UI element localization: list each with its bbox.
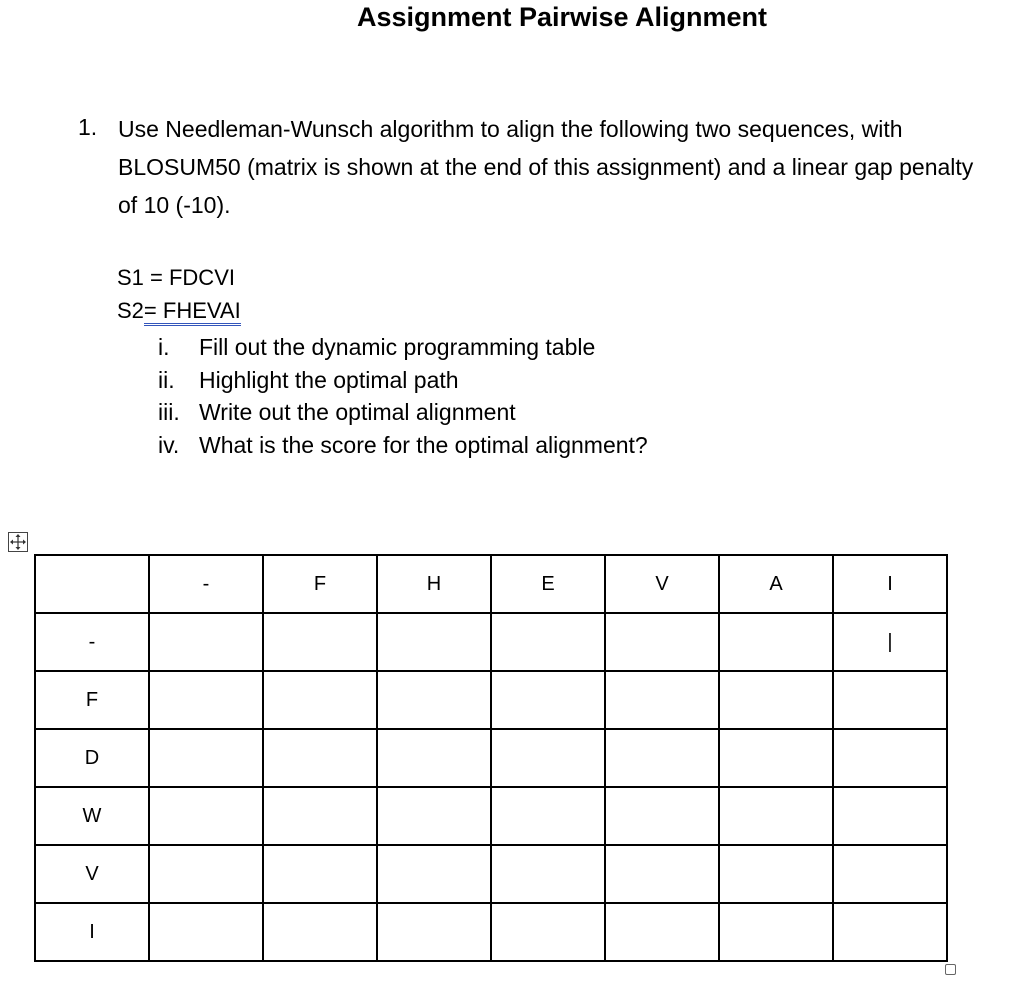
table-cell[interactable] (149, 787, 263, 845)
table-row (35, 671, 947, 729)
subitem-text: What is the score for the optimal alignment? (199, 431, 648, 458)
subitem-number: iii. (158, 399, 180, 425)
table-cell[interactable] (491, 903, 605, 961)
table-cell[interactable] (377, 845, 491, 903)
sequence-s2 (117, 298, 241, 324)
table-cell[interactable] (605, 671, 719, 729)
row-label-cell: D (35, 729, 149, 787)
subitem-text: Highlight the optimal path (199, 366, 459, 393)
table-cell[interactable] (491, 729, 605, 787)
table-cell[interactable] (833, 729, 947, 787)
table-cell[interactable] (491, 613, 605, 671)
s2-value: = FHEVAI (144, 298, 241, 326)
row-label-cell: W (35, 787, 149, 845)
subitem (158, 367, 648, 400)
question-number: 1. (78, 114, 98, 140)
subitem-text: Fill out the dynamic programming table (199, 334, 596, 360)
subitem-number: i. (158, 334, 170, 360)
table-cell[interactable] (263, 787, 377, 845)
table-cell[interactable] (605, 845, 719, 903)
table-cell[interactable] (377, 613, 491, 671)
header-cell: F (263, 555, 377, 613)
subitem-number: ii. (158, 366, 175, 393)
table-cell[interactable] (719, 729, 833, 787)
header-cell: E (491, 555, 605, 613)
subitem-number: iv. (158, 431, 180, 458)
table-cell[interactable] (263, 903, 377, 961)
subitem-list (158, 334, 648, 464)
subitem (158, 432, 648, 465)
table-cell[interactable] (149, 845, 263, 903)
header-cell: I (833, 555, 947, 613)
table-cell[interactable] (833, 903, 947, 961)
table-cell[interactable] (149, 903, 263, 961)
dp-table (34, 554, 948, 962)
table-cell[interactable] (377, 903, 491, 961)
s2-label: S2 (117, 298, 144, 323)
table-cell[interactable] (263, 671, 377, 729)
table-cell[interactable] (149, 671, 263, 729)
table-cell[interactable] (833, 787, 947, 845)
s1-label: S1 = (117, 265, 169, 290)
table-cell[interactable] (605, 903, 719, 961)
table-cell[interactable] (719, 787, 833, 845)
table-row (35, 729, 947, 787)
table-cell[interactable] (377, 729, 491, 787)
header-cell: - (149, 555, 263, 613)
row-label-cell: - (35, 613, 149, 671)
subitem-text: Write out the optimal alignment (199, 399, 516, 425)
table-cell[interactable] (263, 613, 377, 671)
table-cell[interactable] (491, 787, 605, 845)
table-cell[interactable] (377, 671, 491, 729)
question-text: Use Needleman-Wunsch algorithm to align the following two sequences, with BLOSUM50 (matrix is shown at the end of this assignment) and a linear gap penalty of 10 (-10). (118, 116, 974, 218)
sequence-s1 (117, 265, 235, 291)
table-row (35, 613, 947, 671)
document-title: Assignment Pairwise Alignment (356, 2, 768, 32)
table-cell[interactable] (491, 671, 605, 729)
subitem (158, 334, 648, 367)
table-header-row (35, 555, 947, 613)
subitem (158, 399, 648, 432)
table-cell[interactable] (605, 613, 719, 671)
table-cell[interactable] (605, 729, 719, 787)
table-cell[interactable] (149, 729, 263, 787)
table-row (35, 787, 947, 845)
table-cell[interactable] (719, 903, 833, 961)
table-row (35, 903, 947, 961)
header-cell: A (719, 555, 833, 613)
table-cell[interactable] (263, 845, 377, 903)
table-cell[interactable] (833, 671, 947, 729)
table-cell[interactable] (263, 729, 377, 787)
row-label-cell: F (35, 671, 149, 729)
table-cell[interactable] (491, 845, 605, 903)
table-cell[interactable] (719, 671, 833, 729)
table-cell[interactable] (149, 613, 263, 671)
move-arrows-icon[interactable] (8, 532, 28, 552)
table-cell[interactable] (719, 845, 833, 903)
table-cell[interactable] (719, 613, 833, 671)
header-cell: V (605, 555, 719, 613)
table-cell[interactable] (833, 845, 947, 903)
table-cell[interactable] (377, 787, 491, 845)
row-label-cell: V (35, 845, 149, 903)
table-cell[interactable] (605, 787, 719, 845)
table-cell[interactable]: | (833, 613, 947, 671)
row-label-cell: I (35, 903, 149, 961)
header-cell (35, 555, 149, 613)
table-row (35, 845, 947, 903)
resize-handle-icon[interactable] (945, 964, 956, 975)
s1-value: FDCVI (168, 265, 235, 290)
header-cell: H (377, 555, 491, 613)
